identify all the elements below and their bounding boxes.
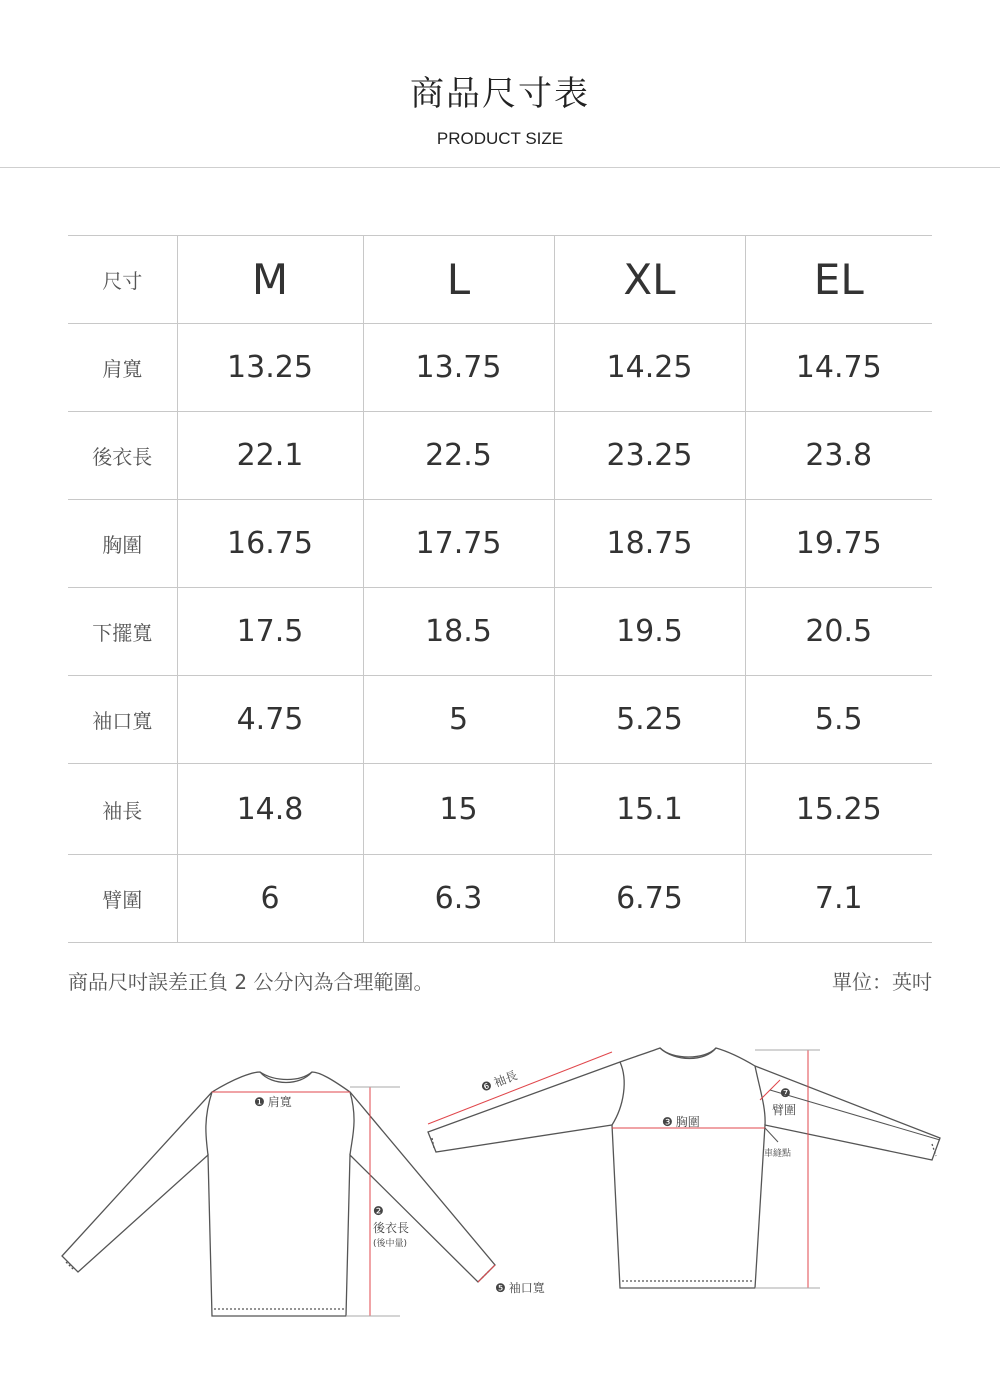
size-table	[68, 235, 932, 943]
table-cell: 16.75	[177, 500, 363, 588]
table-row	[68, 324, 932, 412]
row-label: 臂圍	[102, 888, 143, 912]
size-el: EL	[745, 236, 932, 324]
page-header	[0, 0, 1000, 168]
label-sleeve: ❻袖長	[479, 1068, 520, 1095]
table-cell: 5.5	[745, 676, 932, 764]
tolerance-note: 商品尺吋誤差正負 2 公分內為合理範圍。	[68, 970, 434, 994]
unit-note: 單位：英吋	[832, 970, 932, 994]
label-chest: ❸ 胸圍	[662, 1115, 700, 1129]
row-label: 肩寬	[102, 357, 143, 381]
table-cell: 22.5	[363, 412, 554, 500]
table-cell: 18.5	[363, 588, 554, 676]
row-label: 袖口寬	[92, 709, 153, 733]
table-cell: 4.75	[177, 676, 363, 764]
table-cell: 15	[363, 764, 554, 855]
table-row	[68, 855, 932, 943]
table-row	[68, 764, 932, 855]
size-l: L	[363, 236, 554, 324]
table-cell: 20.5	[745, 588, 932, 676]
size-xl: XL	[554, 236, 745, 324]
label-seam-point: 車縫點	[764, 1149, 792, 1159]
label-back-length: 後衣長	[373, 1221, 410, 1235]
page-title: 商品尺寸表	[410, 74, 590, 114]
table-row	[68, 676, 932, 764]
table-cell: 6	[177, 855, 363, 943]
row-label: 下擺寬	[92, 621, 153, 645]
table-cell: 5	[363, 676, 554, 764]
table-cell: 23.25	[554, 412, 745, 500]
table-row	[68, 500, 932, 588]
garment-measure-diagram	[0, 1020, 1000, 1350]
label-cuff: ❺ 袖口寬	[495, 1281, 545, 1295]
label-arm-num: ❼	[780, 1086, 791, 1100]
header-divider	[0, 167, 1000, 168]
table-row	[68, 412, 932, 500]
table-cell: 6.3	[363, 855, 554, 943]
table-cell: 19.5	[554, 588, 745, 676]
row-label: 後衣長	[92, 445, 153, 469]
label-shoulder: ❶ 肩寬	[254, 1095, 292, 1109]
table-cell: 17.75	[363, 500, 554, 588]
corner-label: 尺寸	[102, 269, 143, 293]
table-cell: 7.1	[745, 855, 932, 943]
table-cell: 18.75	[554, 500, 745, 588]
row-label: 袖長	[102, 798, 143, 823]
page-subtitle: PRODUCT SIZE	[436, 129, 564, 148]
table-cell: 22.1	[177, 412, 363, 500]
table-cell: 13.25	[177, 324, 363, 412]
label-arm: 臂圍	[772, 1103, 797, 1117]
table-cell: 6.75	[554, 855, 745, 943]
table-cell: 15.25	[745, 764, 932, 855]
table-cell: 5.25	[554, 676, 745, 764]
size-m: M	[177, 236, 363, 324]
table-cell: 15.1	[554, 764, 745, 855]
table-cell: 13.75	[363, 324, 554, 412]
row-label: 胸圍	[102, 533, 143, 557]
table-cell: 14.75	[745, 324, 932, 412]
size-header-row	[68, 236, 932, 324]
table-cell: 14.8	[177, 764, 363, 855]
label-back-length-num: ❷	[373, 1204, 384, 1218]
table-cell: 17.5	[177, 588, 363, 676]
table-cell: 19.75	[745, 500, 932, 588]
label-back-length-sub: (後中量)	[373, 1239, 408, 1249]
table-cell: 23.8	[745, 412, 932, 500]
table-cell: 14.25	[554, 324, 745, 412]
table-row	[68, 588, 932, 676]
